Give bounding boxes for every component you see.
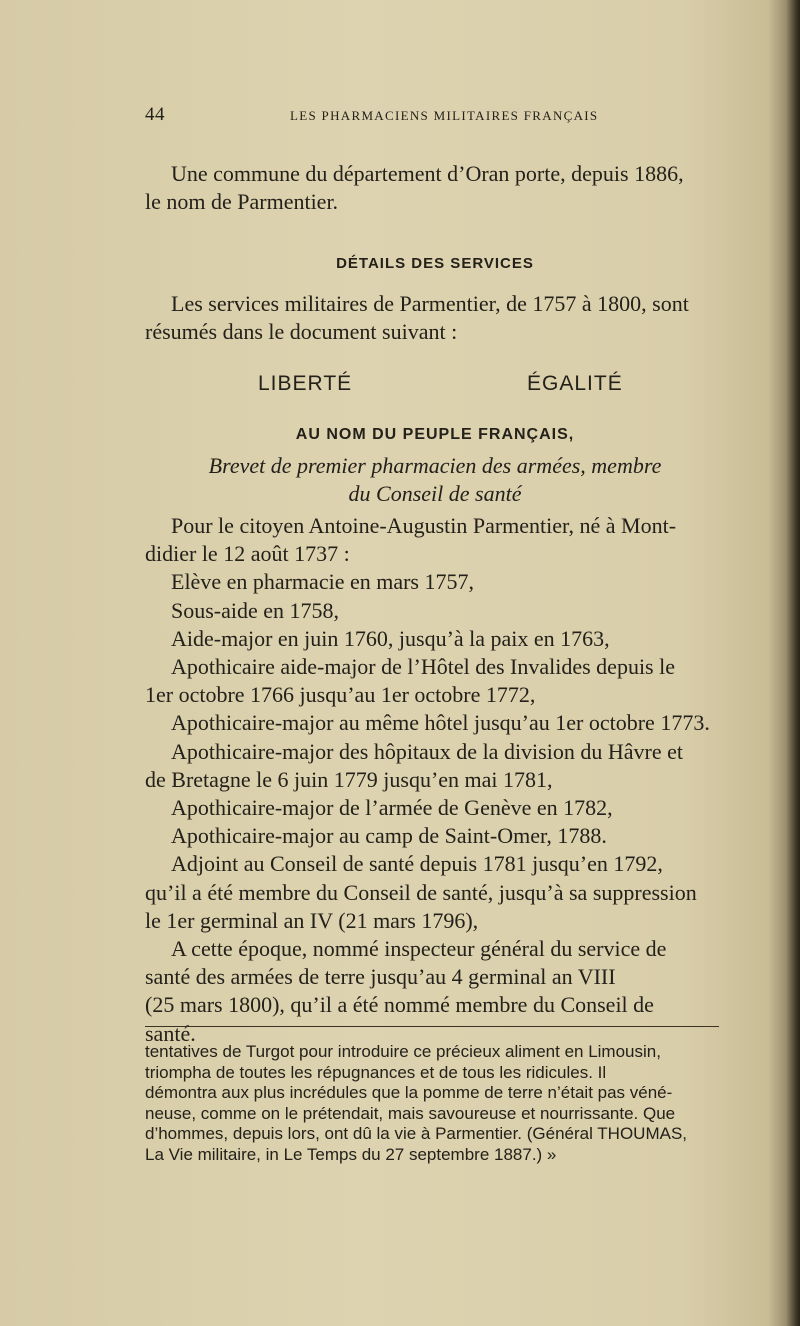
brevet-title	[145, 452, 725, 507]
intro-paragraph	[145, 160, 725, 215]
record-line: de Bretagne le 6 juin 1779 jusqu’en mai 1781,	[145, 766, 553, 792]
page-edge-shadow	[786, 0, 800, 1326]
motto-row	[145, 370, 725, 400]
record-line: qu’il a été membre du Conseil de santé, jusqu’à sa suppression	[145, 879, 697, 905]
footnote-line: tentatives de Turgot pour introduire ce précieux aliment en Limousin,	[145, 1042, 661, 1061]
running-head: LES PHARMACIENS MILITAIRES FRANÇAIS	[290, 108, 599, 123]
services-intro	[145, 290, 725, 345]
services-intro-line: Les services militaires de Parmentier, de 1757 à 1800, sont	[171, 291, 689, 316]
record-line: Elève en pharmacie en mars 1757,	[171, 569, 474, 595]
record-line: le 1er germinal an IV (21 mars 1796),	[145, 907, 479, 933]
record-line: A cette époque, nommé inspecteur général du service de	[171, 936, 667, 962]
services-intro-line: résumés dans le document suivant :	[145, 318, 458, 344]
record-line: Aide-major en juin 1760, jusqu’à la paix en 1763,	[171, 625, 610, 651]
intro-line: le nom de Parmentier.	[145, 188, 339, 214]
record-line: santé.	[145, 1020, 196, 1046]
record-line: Apothicaire-major de l’armée de Genève en 1782,	[171, 795, 613, 821]
record-line: Apothicaire aide-major de l’Hôtel des Invalides depuis le	[171, 654, 675, 680]
motto-liberte: LIBERTÉ	[258, 372, 353, 395]
record-line: Pour le citoyen Antoine-Augustin Parmentier, né à Mont-	[171, 513, 677, 538]
page-number: 44	[145, 104, 165, 125]
intro-line: Une commune du département d’Oran porte, depuis 1886,	[171, 161, 684, 186]
footnote-line: neuse, comme on le prétendait, mais savoureuse et nourrissante. Que	[145, 1103, 676, 1123]
record-line: Apothicaire-major au camp de Saint-Omer, 1788.	[171, 823, 607, 849]
service-record	[145, 512, 725, 1048]
record-line: (25 mars 1800), qu’il a été nommé membre du Conseil de	[145, 992, 654, 1018]
record-line: Adjoint au Conseil de santé depuis 1781 jusqu’en 1792,	[171, 851, 663, 877]
section-heading: DÉTAILS DES SERVICES	[336, 255, 534, 272]
record-line: Apothicaire-major des hôpitaux de la division du Hâvre et	[171, 738, 683, 764]
footnote-line: La Vie militaire, in Le Temps du 27 septembre 1887.) »	[145, 1144, 557, 1164]
record-line: Sous-aide en 1758,	[171, 597, 340, 623]
au-nom-heading: AU NOM DU PEUPLE FRANÇAIS,	[295, 426, 575, 443]
record-line: 1er octobre 1766 jusqu’au 1er octobre 1772,	[145, 682, 536, 708]
page-header	[145, 104, 715, 128]
footnote-line: triompha de toutes les répugnances et de tous les ridicules. Il	[145, 1062, 607, 1082]
brevet-line: du Conseil de santé	[348, 480, 522, 506]
footnote-rule	[145, 1026, 719, 1027]
record-line: didier le 12 août 1737 :	[145, 541, 350, 567]
footnote	[145, 1042, 723, 1165]
brevet-line: Brevet de premier pharmacien des armées, membre	[208, 453, 662, 478]
record-line: Apothicaire-major au même hôtel jusqu’au 1er octobre 1773.	[171, 710, 710, 736]
motto-egalite: ÉGALITÉ	[527, 372, 623, 395]
record-line: santé des armées de terre jusqu’au 4 germinal an VIII	[145, 964, 616, 990]
footnote-line: démontra aux plus incrédules que la pomme de terre n’était pas véné-	[145, 1083, 673, 1102]
footnote-line: d’hommes, depuis lors, ont dû la vie à Parmentier. (Général THOUMAS,	[145, 1124, 688, 1143]
